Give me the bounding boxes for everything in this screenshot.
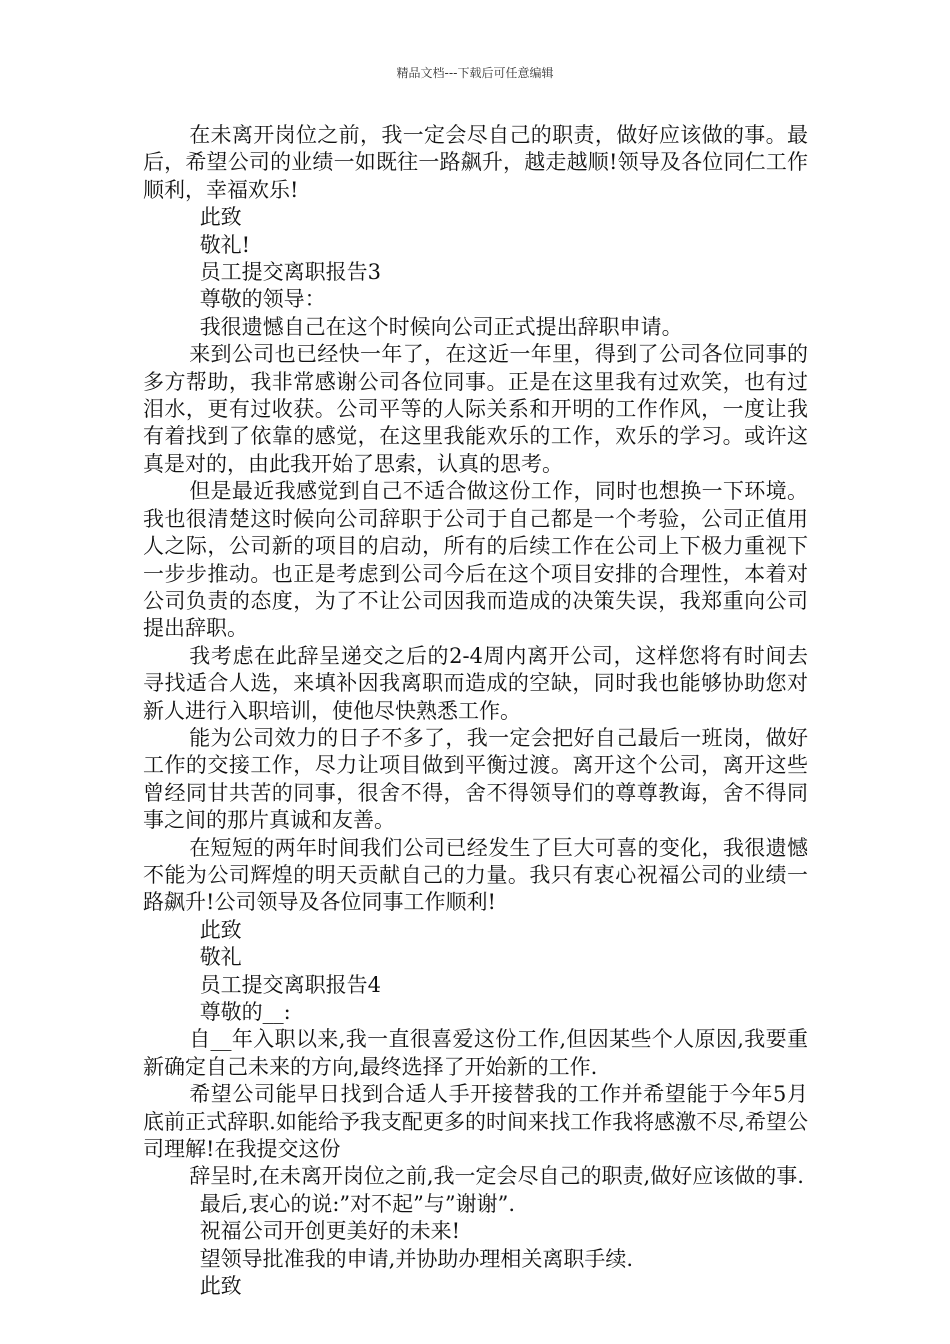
paragraph: 在未离开岗位之前，我一定会尽自己的职责，做好应该做的事。最后，希望公司的业绩一如既往一路飙升，越走越顺!领导及各位同仁工作顺利，幸福欢乐!	[143, 123, 808, 202]
paragraph: 望领导批准我的申请,并协助办理相关离职手续.	[199, 1246, 634, 1271]
paragraph: 祝福公司开创更美好的未来!	[199, 1219, 461, 1244]
closing-line: 此致	[199, 1274, 242, 1299]
page-header: 精品文档---下载后可任意编辑	[396, 66, 554, 80]
paragraph: 在短短的两年时间我们公司已经发生了巨大可喜的变化，我很遗憾不能为公司辉煌的明天贡献自己的力量。我只有衷心祝福公司的业绩一路飙升!公司领导及各位同事工作顺利!	[143, 835, 808, 915]
closing-line: 此致	[199, 917, 242, 942]
paragraph: 但是最近我感觉到自己不适合做这份工作，同时也想换一下环境。我也很清楚这时候向公司辞职于公司于自己都是一个考验，公司正值用人之际，公司新的项目的启动，所有的后续工作在公司上下极力重视下一步步推动。也正是考虑到公司今后在这个项目安排的合理性，本着对公司负责的态度，为了不让公司因我而造成的决策失误，我郑重向公司提出辞职。	[143, 479, 808, 641]
section-title: 员工提交离职报告4	[199, 972, 382, 997]
paragraph: 能为公司效力的日子不多了，我一定会把好自己最后一班岗，做好工作的交接工作，尽力让项目做到平衡过渡。离开这个公司，离开这些曾经同甘共苦的同事，很舍不得，舍不得领导们的尊尊教诲，舍不得同事之间的那片真诚和友善。	[143, 725, 808, 833]
salutation-line: 敬礼	[199, 945, 242, 970]
paragraph: 辞呈时,在未离开岗位之前,我一定会尽自己的职责,做好应该做的事.	[189, 1164, 804, 1189]
paragraph: 自__年入职以来,我一直很喜爱这份工作,但因某些个人原因,我要重新确定自己未来的方向,最终选择了开始新的工作.	[143, 1027, 808, 1079]
section-title: 员工提交离职报告3	[199, 260, 382, 285]
paragraph: 我很遗憾自己在这个时候向公司正式提出辞职申请。	[199, 314, 683, 339]
paragraph: 希望公司能早日找到合适人手开接替我的工作并希望能于今年5月底前正式辞职.如能给予我支配更多的时间来找工作我将感激不尽,希望公司理解!在我提交这份	[143, 1082, 808, 1162]
paragraph: 我考虑在此辞呈递交之后的2-4周内离开公司，这样您将有时间去寻找适合人选，来填补因我离职而造成的空缺，同时我也能够协助您对新人进行入职培训，使他尽快熟悉工作。	[143, 643, 808, 723]
addressee-line: 尊敬的__:	[199, 1000, 291, 1024]
closing-line: 此致	[199, 205, 242, 230]
paragraph: 最后,衷心的说:”对不起”与”谢谢”.	[199, 1191, 516, 1216]
paragraph: 来到公司也已经快一年了，在这近一年里，得到了公司各位同事的多方帮助，我非常感谢公司各位同事。正是在这里我有过欢笑，也有过泪水，更有过收获。公司平等的人际关系和开明的工作作风，一度让我有着找到了依靠的感觉，在这里我能欢乐的工作，欢乐的学习。或许这真是对的，由此我开始了思索，认真的思考。	[143, 342, 808, 476]
document-body	[143, 122, 808, 1300]
addressee-line: 尊敬的领导：	[199, 287, 326, 312]
salutation-line: 敬礼!	[199, 232, 251, 257]
